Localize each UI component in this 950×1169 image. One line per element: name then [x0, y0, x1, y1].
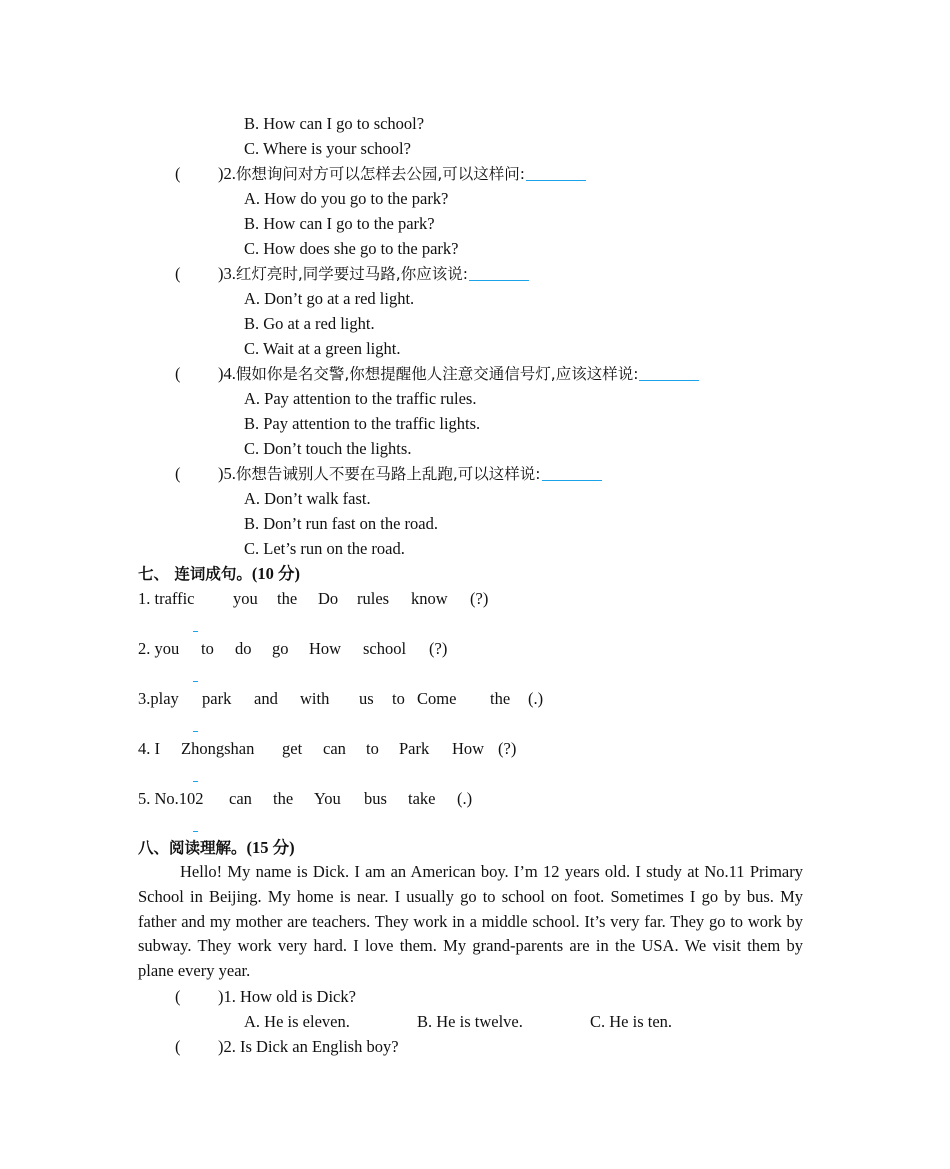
- answer-blank[interactable]: [469, 264, 529, 281]
- question-number: )4.: [218, 364, 236, 383]
- question-text: 红灯亮时,同学要过马路,你应该说:: [235, 265, 468, 283]
- word: and: [254, 689, 278, 708]
- word: with: [300, 689, 330, 708]
- answer-line[interactable]: [193, 681, 198, 682]
- q3-option-a: A. Don’t go at a red light.: [244, 289, 415, 308]
- answer-line[interactable]: [193, 631, 198, 632]
- word: Park: [399, 739, 430, 758]
- word: 5. No.102: [138, 789, 204, 808]
- q4-option-b: B. Pay attention to the traffic lights.: [244, 414, 481, 433]
- question-text: 假如你是名交警,你想提醒他人注意交通信号灯,应该这样说:: [235, 365, 639, 383]
- question-text: 你想告诫别人不要在马路上乱跑,可以这样说:: [235, 465, 541, 483]
- word: you: [233, 589, 258, 608]
- question-text: 你想询问对方可以怎样去公园,可以这样问:: [235, 165, 526, 183]
- rq1-option-c: C. He is ten.: [590, 1012, 673, 1031]
- question-number: )2.: [218, 164, 236, 183]
- reading-question-2: [218, 1036, 399, 1058]
- question-text: Is Dick an English boy?: [240, 1037, 399, 1056]
- question-5: [218, 463, 602, 486]
- q1-option-b: B. How can I go to school?: [244, 114, 425, 133]
- word: go: [272, 639, 289, 658]
- q4-option-c: C. Don’t touch the lights.: [244, 439, 412, 458]
- answer-paren: (: [175, 164, 181, 183]
- rq1-option-a: A. He is eleven.: [244, 1012, 350, 1031]
- scrambled-sentence-4: [138, 738, 516, 760]
- reading-question-1: [218, 986, 356, 1008]
- word: do: [235, 639, 252, 658]
- heading-score: (15 分): [246, 838, 295, 857]
- answer-line[interactable]: [193, 731, 198, 732]
- q5-option-a: A. Don’t walk fast.: [244, 489, 371, 508]
- word: (?): [470, 589, 489, 608]
- word: You: [314, 789, 341, 808]
- answer-blank[interactable]: [526, 164, 586, 181]
- word: can: [229, 789, 252, 808]
- answer-paren: (: [175, 1037, 181, 1056]
- word: (.): [457, 789, 473, 808]
- word: the: [277, 589, 298, 608]
- answer-line[interactable]: [193, 781, 198, 782]
- passage-text: Hello! My name is Dick. I am an American boy. I’m 12 years old. I study at No.11 Primary School in Beijing. My home is near. I usually go to school on foot. Sometimes I go by bus. My father and my mother are teachers. They work in a middle school. It’s very far. They go to work by subway. They work very hard. I love them. My grand-parents are in the USA. We visit them by plane every year.: [138, 862, 803, 981]
- scrambled-sentence-5: [138, 788, 472, 810]
- question-text: How old is Dick?: [240, 987, 356, 1006]
- word: 2. you: [138, 639, 180, 658]
- q2-option-c: C. How does she go to the park?: [244, 239, 459, 258]
- q5-option-b: B. Don’t run fast on the road.: [244, 514, 438, 533]
- answer-line[interactable]: [193, 831, 198, 832]
- word: rules: [357, 589, 390, 608]
- heading-title: 七、 连词成句。: [138, 565, 252, 583]
- word: to: [392, 689, 405, 708]
- word: to: [201, 639, 214, 658]
- section-heading-7: [138, 563, 300, 585]
- word: Zhongshan: [181, 739, 255, 758]
- word: bus: [364, 789, 387, 808]
- word: to: [366, 739, 379, 758]
- answer-paren: (: [175, 464, 181, 483]
- word: How: [309, 639, 342, 658]
- answer-paren: (: [175, 264, 181, 283]
- scrambled-sentence-1: [138, 588, 488, 610]
- question-number: )2.: [218, 1037, 236, 1056]
- question-2: [218, 163, 586, 186]
- reading-passage: [138, 860, 803, 984]
- answer-paren: (: [175, 987, 181, 1006]
- word: us: [359, 689, 374, 708]
- answer-paren: (: [175, 364, 181, 383]
- word: (.): [528, 689, 544, 708]
- word: know: [411, 589, 448, 608]
- word: (?): [429, 639, 448, 658]
- word: take: [408, 789, 436, 808]
- q2-option-b: B. How can I go to the park?: [244, 214, 435, 233]
- q1-option-c: C. Where is your school?: [244, 139, 411, 158]
- question-number: )5.: [218, 464, 236, 483]
- question-4: [218, 363, 699, 386]
- q5-option-c: C. Let’s run on the road.: [244, 539, 405, 558]
- scrambled-sentence-2: [138, 638, 447, 660]
- heading-title: 八、阅读理解。: [138, 839, 247, 857]
- answer-blank[interactable]: [639, 364, 699, 381]
- q4-option-a: A. Pay attention to the traffic rules.: [244, 389, 477, 408]
- word: get: [282, 739, 303, 758]
- word: 3.play: [138, 689, 179, 708]
- section-heading-8: [138, 837, 295, 859]
- word: can: [323, 739, 346, 758]
- rq1-option-b: B. He is twelve.: [417, 1012, 523, 1031]
- word: the: [273, 789, 294, 808]
- question-3: [218, 263, 529, 286]
- word: the: [490, 689, 511, 708]
- q3-option-b: B. Go at a red light.: [244, 314, 375, 333]
- scrambled-sentence-3: [138, 688, 543, 710]
- word: How: [452, 739, 485, 758]
- question-number: )3.: [218, 264, 236, 283]
- word: school: [363, 639, 407, 658]
- word: 1. traffic: [138, 589, 195, 608]
- word: 4. I: [138, 739, 160, 758]
- word: park: [202, 689, 232, 708]
- q3-option-c: C. Wait at a green light.: [244, 339, 401, 358]
- q2-option-a: A. How do you go to the park?: [244, 189, 449, 208]
- word: Do: [318, 589, 339, 608]
- answer-blank[interactable]: [542, 464, 602, 481]
- word: (?): [498, 739, 517, 758]
- word: Come: [417, 689, 457, 708]
- question-number: )1.: [218, 987, 236, 1006]
- heading-score: (10 分): [251, 564, 301, 583]
